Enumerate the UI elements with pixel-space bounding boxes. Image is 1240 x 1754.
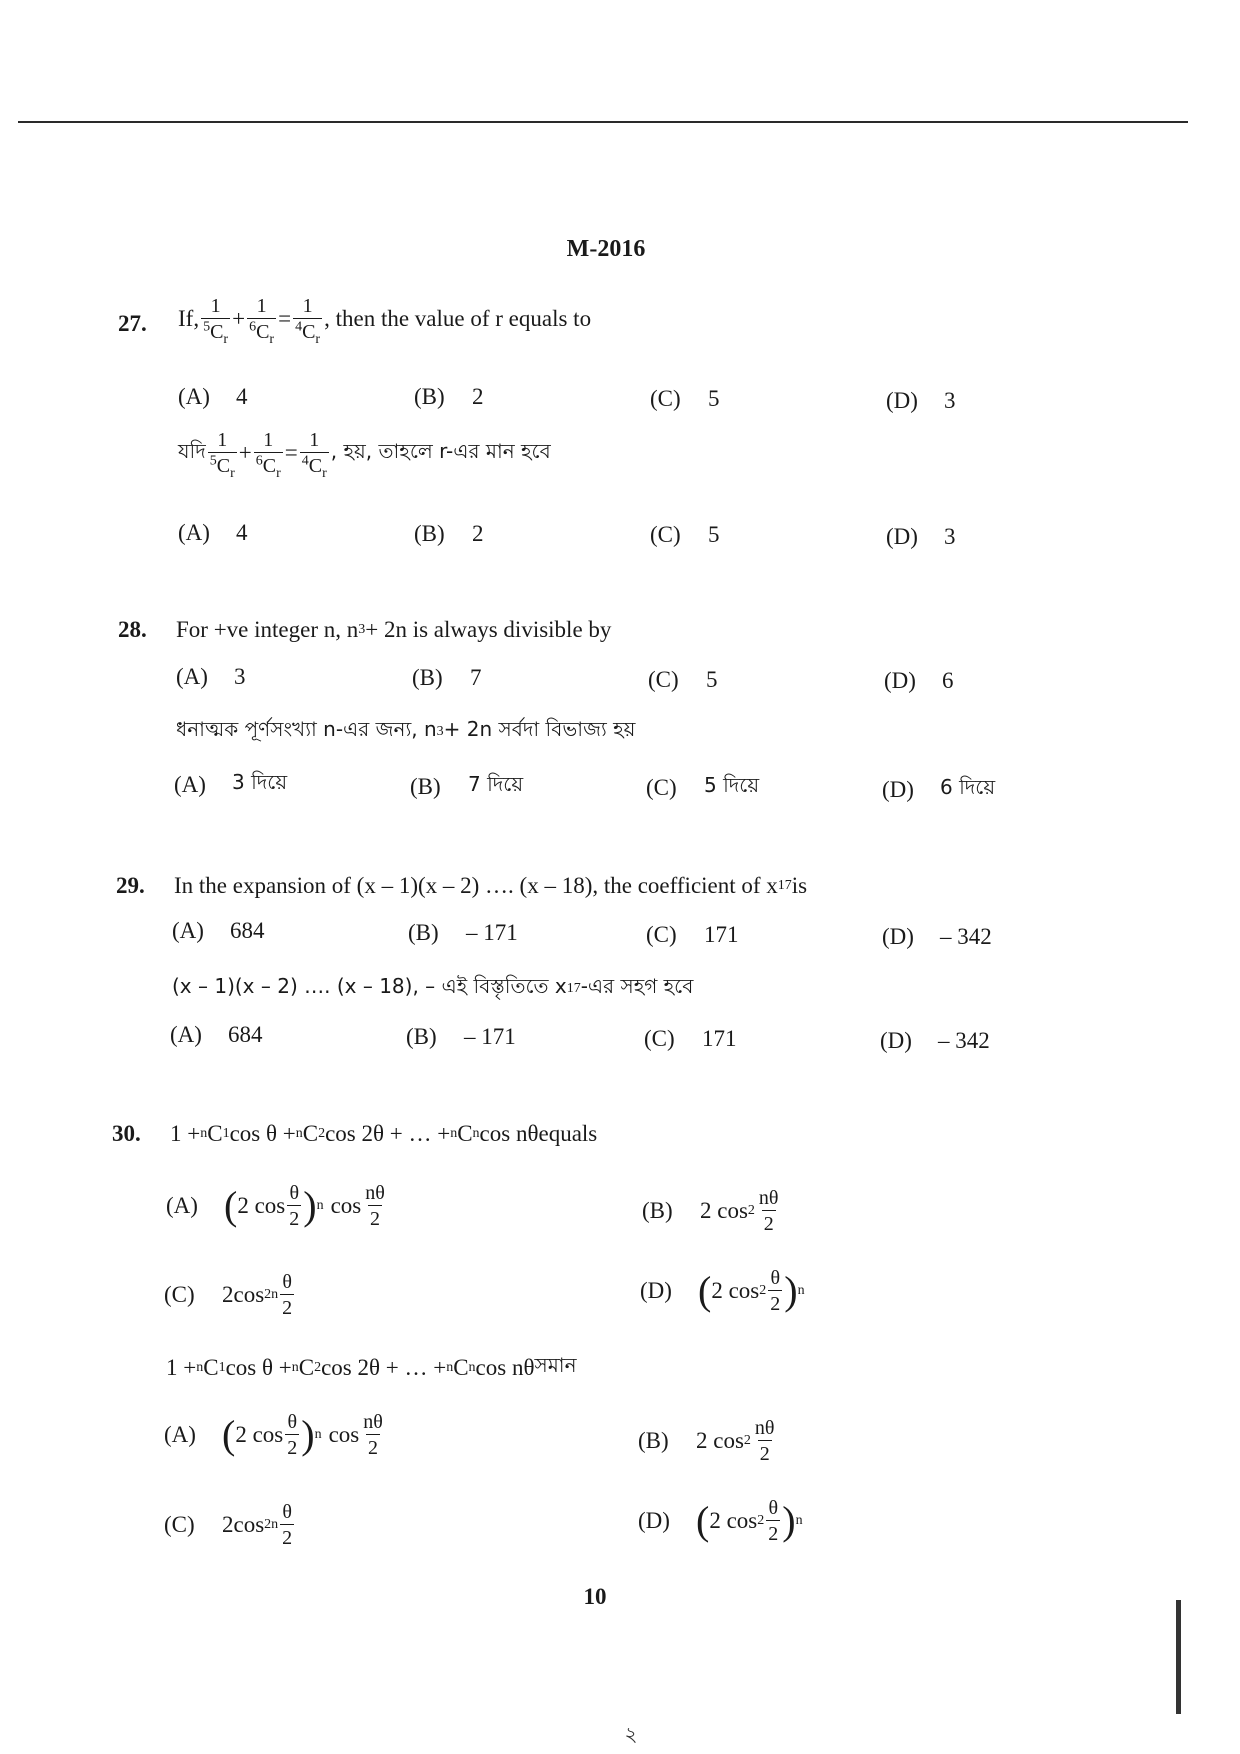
- q29-option-a: (A) 684: [172, 918, 265, 943]
- q27-bn-prefix: যদি: [178, 438, 206, 463]
- q30-bn-option-a: (A) ( 2 cos $\frac{\theta}{2}$ ) n cos $\frac{n\theta}{2}$: [164, 1411, 383, 1459]
- question-28-text: For +ve integer n, n 3 + 2n is always divisible by: [176, 617, 612, 642]
- page-bottom-mark: ২: [624, 1722, 638, 1746]
- question-30-bengali-text: 1 + n C 1 cos θ + n C 2 cos 2θ + … + n C n cos nθ সমান: [166, 1353, 577, 1380]
- q29-bn-option-a: (A) 684: [170, 1022, 263, 1047]
- q27-bn-plus: +: [238, 440, 252, 465]
- q30-option-c: (C) 2cos 2n $\frac{\theta}{2}$: [164, 1271, 293, 1319]
- q29-option-d: (D) – 342: [882, 924, 992, 949]
- page-code: M-2016: [566, 236, 646, 262]
- question-30-text: 1 + n C 1 cos θ + n C 2 cos 2θ + … + n C n cos nθ equals: [170, 1121, 598, 1146]
- q28-bn-option-c: (C) 5 দিয়ে: [646, 773, 760, 800]
- question-27-bengali-text: [178, 429, 551, 481]
- header-rule: [18, 121, 1188, 123]
- q28-option-d: (D) 6: [884, 668, 954, 693]
- q28-option-b: (B) 7: [412, 665, 482, 690]
- q29-option-c: (C) 171: [646, 922, 739, 947]
- q29-bn-option-b: (B) – 171: [406, 1024, 516, 1049]
- q27-option-b: (B) 2: [414, 384, 484, 409]
- q29-bn-option-d: (D) – 342: [880, 1028, 990, 1053]
- q27-bn-option-b: (B) 2: [414, 521, 484, 546]
- q28-option-c: (C) 5: [648, 667, 718, 692]
- q27-bn-suffix: , হয়, তাহলে r-এর মান হবে: [330, 438, 551, 463]
- q27-suffix: , then the value of r equals to: [324, 306, 592, 331]
- q27-bn-option-a: (A) 4: [178, 520, 248, 545]
- margin-bar: [1176, 1600, 1181, 1714]
- q27-option-a: (A) 4: [178, 384, 248, 409]
- q27-option-d: (D) 3: [886, 388, 956, 413]
- question-29-bengali-text: (x – 1)(x – 2) …. (x – 18), – এই বিস্তৃতিতে x 17 -এর সহগ হবে: [172, 974, 694, 998]
- q27-bn-fraction-2: $\frac{1}{^6C_r}$: [255, 429, 281, 481]
- q27-equals: =: [278, 306, 292, 331]
- q27-fraction-2: $\frac{1}{^6C_r}$: [249, 295, 275, 347]
- q27-plus: +: [232, 306, 246, 331]
- q29-option-b: (B) – 171: [408, 920, 518, 945]
- q27-bn-fraction-1: $\frac{1}{^5C_r}$: [209, 429, 235, 481]
- q30-option-d: (D) ( 2 cos 2 $\frac{\theta}{2}$ ) n: [640, 1267, 805, 1315]
- q27-fraction-3: $\frac{1}{^4C_r}$: [295, 295, 321, 347]
- question-27-text: [178, 295, 592, 347]
- q28-bn-option-a: (A) 3 দিয়ে: [174, 770, 288, 797]
- question-29-number: 29.: [116, 873, 145, 898]
- page-number: 10: [583, 1584, 607, 1609]
- q30-option-b: (B) 2 cos 2 $\frac{n\theta}{2}$: [642, 1187, 779, 1235]
- question-28-number: 28.: [118, 617, 147, 642]
- q30-bn-option-c: (C) 2cos 2n $\frac{\theta}{2}$: [164, 1501, 293, 1549]
- question-30-number: 30.: [112, 1121, 141, 1146]
- q27-bn-fraction-3: $\frac{1}{^4C_r}$: [301, 429, 327, 481]
- q28-bn-option-b: (B) 7 দিয়ে: [410, 772, 524, 799]
- q27-bn-option-d: (D) 3: [886, 524, 956, 549]
- q30-option-a: (A) ( 2 cos $\frac{\theta}{2}$ ) n cos $\frac{n\theta}{2}$: [166, 1182, 385, 1230]
- q30-bn-option-b: (B) 2 cos 2 $\frac{n\theta}{2}$: [638, 1417, 775, 1465]
- q28-option-a: (A) 3: [176, 664, 246, 689]
- q28-bn-option-d: (D) 6 দিয়ে: [882, 775, 996, 802]
- q27-bn-option-c: (C) 5: [650, 522, 720, 547]
- q30-bn-option-d: (D) ( 2 cos 2 $\frac{\theta}{2}$ ) n: [638, 1497, 803, 1545]
- question-29-text: In the expansion of (x – 1)(x – 2) …. (x – 18), the coefficient of x 17 is: [174, 873, 808, 898]
- q27-fraction-1: $\frac{1}{^5C_r}$: [203, 295, 229, 347]
- question-28-bengali-text: ধনাত্মক পূর্ণসংখ্যা n-এর জন্য, n 3 + 2n সর্বদা বিভাজ্য হয়: [176, 717, 636, 741]
- q29-bn-option-c: (C) 171: [644, 1026, 737, 1051]
- q27-bn-equals: =: [284, 440, 298, 465]
- q27-prefix: If,: [178, 306, 200, 331]
- q27-option-c: (C) 5: [650, 386, 720, 411]
- question-27-number: 27.: [118, 311, 147, 336]
